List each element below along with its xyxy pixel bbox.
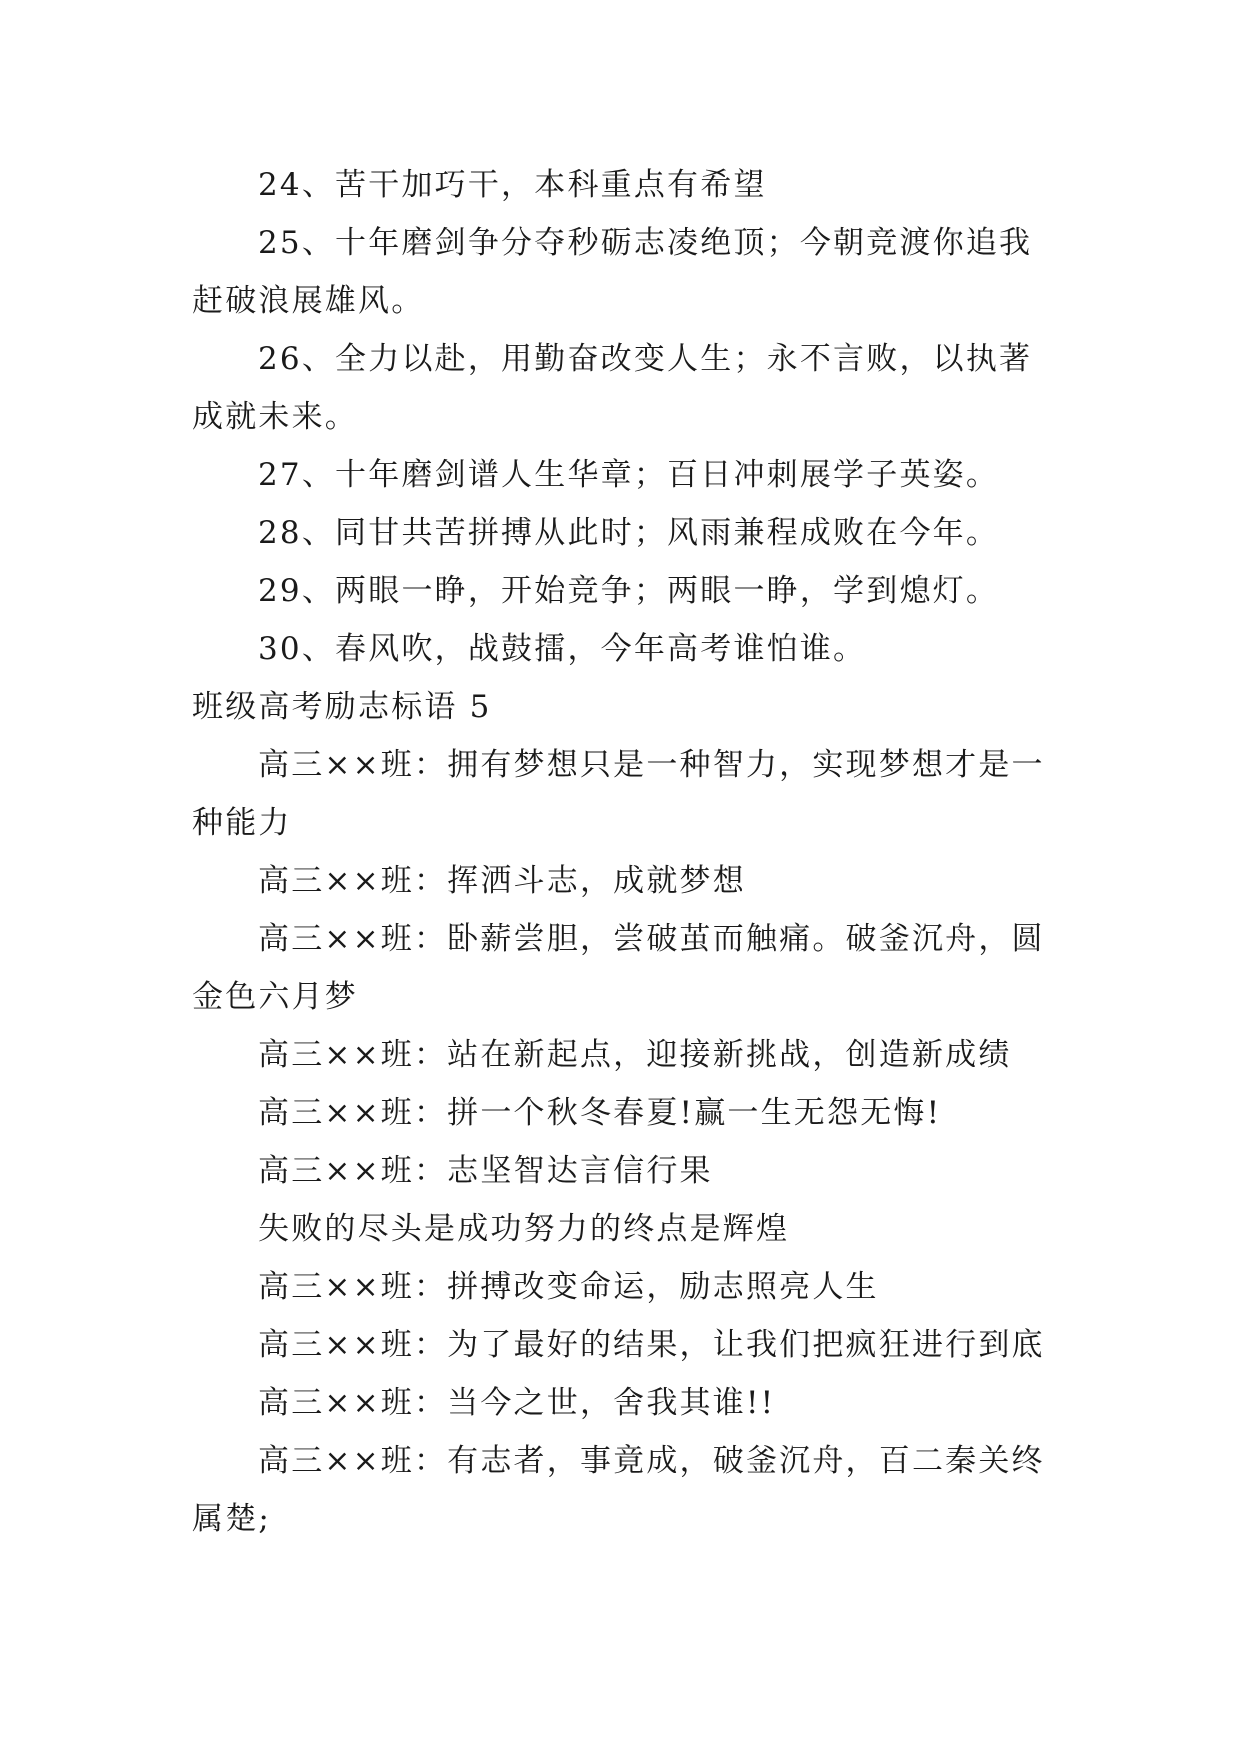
slogan-paragraph: 失败的尽头是成功努力的终点是辉煌 xyxy=(258,1211,790,1247)
slogan-paragraph: 高三××班：有志者，事竟成，破釜沉舟，百二秦关终属楚; xyxy=(192,1443,1045,1537)
slogan-paragraph: 高三××班：拼一个秋冬春夏!赢一生无怨无悔! xyxy=(258,1095,942,1131)
slogan-paragraph: 28、同甘共苦拼搏从此时；风雨兼程成败在今年。 xyxy=(258,515,1000,551)
slogan-paragraph: 26、全力以赴，用勤奋改变人生；永不言败，以执著成就未来。 xyxy=(192,341,1033,435)
slogan-paragraph: 25、十年磨剑争分夺秒砺志凌绝顶；今朝竞渡你追我赶破浪展雄风。 xyxy=(192,225,1033,319)
section-heading: 班级高考励志标语 5 xyxy=(192,689,492,725)
slogan-paragraph: 高三××班：为了最好的结果，让我们把疯狂进行到底 xyxy=(258,1327,1045,1363)
slogan-paragraph: 30、春风吹，战鼓擂，今年高考谁怕谁。 xyxy=(258,631,867,667)
slogan-paragraph: 27、十年磨剑谱人生华章；百日冲刺展学子英姿。 xyxy=(258,457,1000,493)
slogan-paragraph: 高三××班：拥有梦想只是一种智力，实现梦想才是一种能力 xyxy=(192,747,1045,841)
slogan-paragraph: 高三××班：挥洒斗志，成就梦想 xyxy=(258,863,746,899)
slogan-paragraph: 高三××班：志坚智达言信行果 xyxy=(258,1153,713,1189)
slogan-paragraph: 高三××班：卧薪尝胆，尝破茧而触痛。破釜沉舟，圆金色六月梦 xyxy=(192,921,1045,1015)
slogan-paragraph: 24、苦干加巧干，本科重点有希望 xyxy=(258,167,767,203)
slogan-paragraph: 29、两眼一睁，开始竞争；两眼一睁，学到熄灯。 xyxy=(258,573,1000,609)
slogan-paragraph: 高三××班：站在新起点，迎接新挑战，创造新成绩 xyxy=(258,1037,1012,1073)
slogan-paragraph: 高三××班：当今之世，舍我其谁!! xyxy=(258,1385,776,1421)
slogan-paragraph: 高三××班：拼搏改变命运，励志照亮人生 xyxy=(258,1269,879,1305)
document-body xyxy=(192,156,1054,1548)
